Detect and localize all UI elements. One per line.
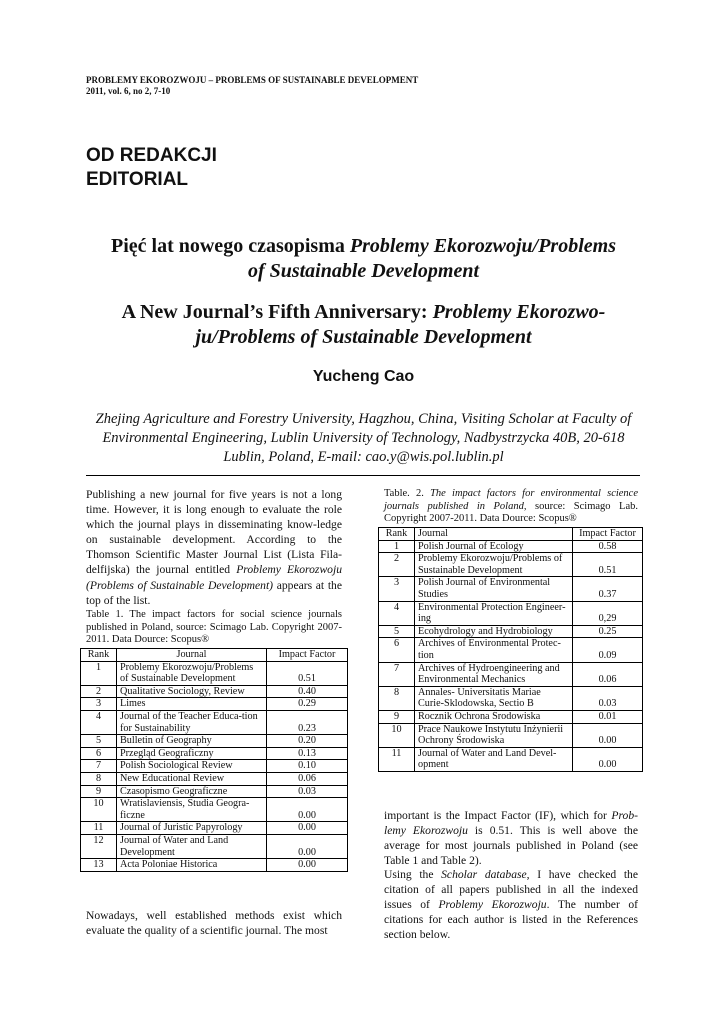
table1-cell-impact: 0.13 (267, 747, 348, 760)
table2-row (379, 625, 643, 638)
right-p2-italic-2: Problemy Ekorozwoju (438, 898, 547, 912)
table1-cell-rank: 7 (81, 760, 117, 773)
right-p2-a: Using the (384, 868, 442, 881)
table1-cell-journal: Limes (117, 698, 267, 711)
table2-cell-journal: Polish Journal of Ecology (415, 540, 573, 553)
left-paragraph-2: Nowadays, well established methods exist which evaluate the quality of a scientific journal. The most (86, 909, 342, 938)
table1-cell-journal: Acta Poloniae Historica (117, 859, 267, 872)
left-p1-text: Publishing a new journal for five years is not a long time. However, it is long enough to evaluate the role which the journal plays in disseminating know-ledge on sustainable development. According to the Thomson Scientific Master Journal List (Lista Fila-delfijska) the journal entitled (86, 488, 342, 577)
title-en-plain: A New Journal’s Fifth Anniversary: (121, 301, 433, 323)
title-en-italic-2: ju/Problems of Sustainable Development (195, 326, 532, 348)
table2-cell-rank: 5 (379, 625, 415, 638)
table1-row (81, 785, 348, 798)
table1-header-journal: Journal (117, 649, 267, 662)
table2-cell-impact: 0.01 (573, 710, 643, 723)
table2-cell-rank: 8 (379, 686, 415, 710)
table1-row (81, 760, 348, 773)
table1-cell-rank: 8 (81, 772, 117, 785)
right-paragraph-1 (384, 808, 638, 868)
table1-cell-rank: 3 (81, 698, 117, 711)
table2-cell-impact: 0.00 (573, 747, 643, 771)
table2-cell-rank: 11 (379, 747, 415, 771)
right-p1-italic: Prob-lemy Ekorozwoju (384, 809, 638, 838)
table1-cell-rank: 1 (81, 661, 117, 685)
table2-row (379, 686, 643, 710)
table2-cell-journal: Archives of Hydroengineering and Environmental Mechanics (415, 662, 573, 686)
table1-cell-rank: 5 (81, 735, 117, 748)
table1-cell-impact: 0.00 (267, 834, 348, 858)
table2-cell-rank: 7 (379, 662, 415, 686)
title-pl-italic-1: Problemy Ekorozwoju/Problems (349, 235, 616, 257)
table2-row (379, 540, 643, 553)
table2-cell-impact: 0.09 (573, 638, 643, 662)
table1-cell-journal: Journal of the Teacher Educa-tion for Sustainability (117, 710, 267, 734)
table2-cell-journal: Rocznik Ochrona Środowiska (415, 710, 573, 723)
table2-cell-impact: 0.00 (573, 723, 643, 747)
title-en-italic-1: Problemy Ekorozwo- (432, 301, 606, 323)
left-p1-end: appears at the top of the list. (86, 578, 342, 607)
table1-cell-rank: 6 (81, 747, 117, 760)
affiliation (86, 410, 641, 467)
table2-cell-impact: 0.58 (573, 540, 643, 553)
table1-cell-journal: Przegląd Geograficzny (117, 747, 267, 760)
right-p2-e: . The number of citations for each author is listed in the References section below. (384, 898, 638, 942)
table2-row (379, 747, 643, 771)
table1-row (81, 710, 348, 734)
table1-cell-journal: Polish Sociological Review (117, 760, 267, 773)
table1 (80, 648, 348, 872)
table1-cell-impact: 0.23 (267, 710, 348, 734)
table1-caption: Table 1. The impact factors for social science journals published in Poland, source: Scimago Lab. Copyright 2007-2011. Data Dource: Scopus® (86, 609, 342, 646)
table2-cell-rank: 2 (379, 553, 415, 577)
table1-cell-journal: Bulletin of Geography (117, 735, 267, 748)
table1-row (81, 661, 348, 685)
table1-cell-impact: 0.06 (267, 772, 348, 785)
table2-row (379, 553, 643, 577)
table1-row (81, 698, 348, 711)
table1-cell-journal: Wratislaviensis, Studia Geogra-ficzne (117, 798, 267, 822)
title-english (86, 300, 641, 350)
table1-row (81, 834, 348, 858)
affiliation-line-3: Lublin, Poland, E-mail: cao.y@wis.pol.lublin.pl (223, 449, 504, 465)
table1-cell-rank: 10 (81, 798, 117, 822)
table2-cell-journal: Ecohydrology and Hydrobiology (415, 625, 573, 638)
table2-row (379, 577, 643, 601)
table1-row (81, 822, 348, 835)
left-p1-italic: Problemy Ekorozwoju (Problems of Sustainable Development) (86, 563, 342, 592)
table1-cell-rank: 11 (81, 822, 117, 835)
table2-cell-journal: Annales- Universitatis Mariae Curie-Sklodowska, Sectio B (415, 686, 573, 710)
right-paragraph-2 (384, 867, 638, 942)
author-name: Yucheng Cao (312, 368, 415, 385)
table2-cell-impact: 0.25 (573, 625, 643, 638)
table1-cell-impact: 0.00 (267, 859, 348, 872)
table2 (378, 527, 643, 772)
table2-row (379, 710, 643, 723)
table2-caption (384, 488, 638, 526)
table2-cell-journal: Prace Naukowe Instytutu Inżynierii Ochrony Środowiska (415, 723, 573, 747)
table2-cell-impact: 0.03 (573, 686, 643, 710)
table2-caption-source: source: Scimago Lab. Copyright 2007-2011. Data Dource: Scopus® (384, 500, 639, 525)
table2-cell-rank: 1 (379, 540, 415, 553)
section-polish: OD REDAKCJI (86, 145, 217, 166)
table1-cell-impact: 0.29 (267, 698, 348, 711)
table1-cell-journal: New Educational Review (117, 772, 267, 785)
table2-cell-journal: Problemy Ekorozwoju/Problems of Sustainable Development (415, 553, 573, 577)
left-paragraph-1 (86, 487, 342, 608)
affiliation-line-1: Zhejing Agriculture and Forestry University, Hagzhou, China, Visiting Scholar at Faculty of (95, 411, 632, 427)
table1-cell-impact: 0.00 (267, 822, 348, 835)
table2-cell-impact: 0.37 (573, 577, 643, 601)
journal-name: PROBLEMY EKOROZWOJU – PROBLEMS OF SUSTAINABLE DEVELOPMENT (86, 75, 419, 85)
table2-cell-journal: Polish Journal of Environmental Studies (415, 577, 573, 601)
table2-header-journal: Journal (415, 528, 573, 541)
table1-cell-impact: 0.10 (267, 760, 348, 773)
table1-cell-impact: 0.00 (267, 798, 348, 822)
right-p1-text: important is the Impact Factor (IF), which for (384, 809, 612, 822)
table1-cell-impact: 0.20 (267, 735, 348, 748)
table2-cell-impact: 0.51 (573, 553, 643, 577)
table2-caption-italic: The impact factors for environmental science journals published in Poland, (384, 488, 638, 512)
table1-cell-rank: 13 (81, 859, 117, 872)
table2-header-impact: Impact Factor (573, 528, 643, 541)
table2-cell-impact: 0.06 (573, 662, 643, 686)
running-header (86, 75, 418, 97)
table1-cell-journal: Journal of Water and Land Development (117, 834, 267, 858)
table1-cell-journal: Czasopismo Geograficzne (117, 785, 267, 798)
right-p1-end: is 0.51. This is well above the average for most journals published in Poland (see Table 1 and Table 2). (384, 824, 638, 868)
table1-cell-rank: 4 (81, 710, 117, 734)
table2-cell-rank: 3 (379, 577, 415, 601)
title-polish (86, 234, 641, 284)
right-p2-c: I have checked the citation of all papers published in all the indexed issues of (384, 868, 638, 912)
table1-cell-impact: 0.51 (267, 661, 348, 685)
table2-cell-rank: 9 (379, 710, 415, 723)
table2-header-rank: Rank (379, 528, 415, 541)
table1-cell-impact: 0.40 (267, 685, 348, 698)
table1-cell-journal: Journal of Juristic Papyrology (117, 822, 267, 835)
section-heading (86, 144, 217, 192)
table1-cell-rank: 2 (81, 685, 117, 698)
title-pl-plain: Pięć lat nowego czasopisma (111, 235, 350, 257)
table1-row (81, 747, 348, 760)
title-pl-italic-2: of Sustainable Development (247, 260, 480, 282)
table2-cell-journal: Environmental Protection Engineer-ing (415, 601, 573, 625)
table2-caption-label: Table. 2. (384, 488, 431, 499)
table1-row (81, 859, 348, 872)
table2-cell-impact: 0,29 (573, 601, 643, 625)
table1-row (81, 685, 348, 698)
table1-cell-rank: 9 (81, 785, 117, 798)
table2-cell-journal: Archives of Environmental Protec-tion (415, 638, 573, 662)
table1-header-impact: Impact Factor (267, 649, 348, 662)
table1-header-rank: Rank (81, 649, 117, 662)
affiliation-line-2: Environmental Engineering, Lublin University of Technology, Nadbystrzycka 40B, 20-618 (102, 430, 625, 446)
table2-row (379, 601, 643, 625)
table1-row (81, 798, 348, 822)
table1-cell-rank: 12 (81, 834, 117, 858)
table2-row (379, 662, 643, 686)
table2-cell-rank: 6 (379, 638, 415, 662)
table1-row (81, 772, 348, 785)
table1-cell-journal: Problemy Ekorozwoju/Problems of Sustainable Development (117, 661, 267, 685)
table1-cell-impact: 0.03 (267, 785, 348, 798)
table2-cell-rank: 10 (379, 723, 415, 747)
right-p2-italic-1: Scholar database, (441, 868, 530, 881)
table1-row (81, 735, 348, 748)
section-english: EDITORIAL (86, 169, 189, 190)
table2-row (379, 638, 643, 662)
divider (86, 475, 640, 476)
table2-cell-journal: Journal of Water and Land Devel-opment (415, 747, 573, 771)
table2-row (379, 723, 643, 747)
table1-header-row (81, 649, 348, 662)
table1-cell-journal: Qualitative Sociology, Review (117, 685, 267, 698)
table2-cell-rank: 4 (379, 601, 415, 625)
issue-info: 2011, vol. 6, no 2, 7-10 (86, 86, 171, 96)
table2-header-row (379, 528, 643, 541)
